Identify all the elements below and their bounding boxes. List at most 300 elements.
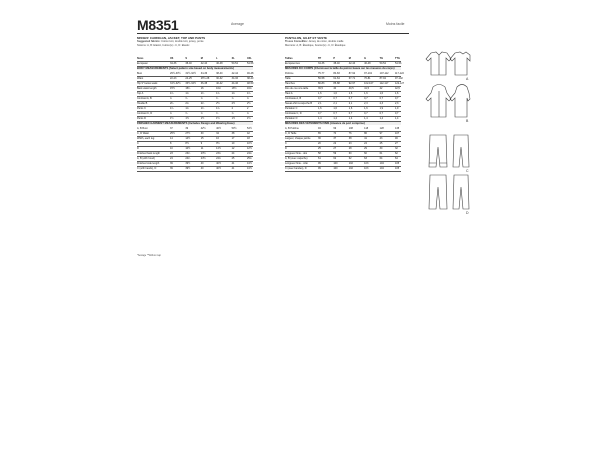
view-a-label: A [466,77,469,81]
table-cell: 37 [333,137,337,140]
row-label: C [285,142,287,145]
table-cell: M [200,57,203,60]
table-cell: 1,6 [394,92,399,95]
table-cell: 70 [333,132,337,135]
row-label: Contraste A, B [285,97,302,100]
table-cell: 41,5 [364,87,370,90]
table-cell: 2¼ [200,102,205,105]
table-cell: XL [231,57,235,60]
table-cell: 20 [318,142,321,145]
row-divider [137,171,253,172]
table-cell: 30 [200,132,204,135]
table-cell: 1,6 [318,92,322,95]
table-cell: 80-83 [318,82,325,85]
table-cell: 103 [364,167,369,170]
french-column [285,37,401,47]
table-cell: 105 [394,167,400,170]
table-cell: 64 [394,157,398,160]
table-cell: ¾ [170,97,173,100]
view-b-drawing [426,85,470,118]
table-cell: 0,7 [379,112,384,115]
row-label: C [137,142,139,145]
table-cell: 1½ [200,117,205,120]
table-cell: ¾ [185,97,188,100]
table-cell: 2,3 [394,102,399,105]
table-cell: 0,7 [333,112,337,115]
table-cell: 23¼ [185,152,191,155]
table-cell: 1¾ [200,92,205,95]
table-cell: 41½ [246,167,252,170]
row-values [318,127,406,130]
table-cell: 0,7 [333,97,337,100]
table-cell: 61-64 [333,77,340,80]
row-values [318,152,406,155]
table-cell: 14 [170,137,173,140]
table-cell: 117-122 [394,72,404,75]
table-cell: 25½ [170,132,175,135]
table-cell: 118 [364,127,369,130]
table-cell: 42-44 [200,62,208,65]
table-cell: 2,1 [333,102,337,105]
view-d-drawing [429,175,469,209]
table-cell: 0,7 [348,97,353,100]
row-label: Dos du cou à la taille [285,87,309,90]
table-cell: 24-25 [185,77,192,80]
row-label: C (avec bandes), D [285,167,307,170]
view-a-drawing [426,52,470,75]
table-cell: 42-44 [348,62,356,65]
row-values [170,162,258,165]
table-cell: 97-102 [364,72,372,75]
header-rule [137,33,409,34]
table-cell: 23 [170,152,173,155]
table-cell: 27 [333,147,337,150]
table-cell: 2,3 [364,102,368,105]
row-label: Longueur finie - dos [285,152,308,155]
table-cell: 1½ [246,117,251,120]
table-cell: 18 [246,137,250,140]
table-cell: 23¾ [216,152,222,155]
table-cell: 1,4 [348,117,353,120]
finished-measurements-heading: MESURES DES VÊTEMENTS FINIS (Aisance de port comprise) [285,122,401,125]
row-values [170,132,258,135]
table-cell: 10½ [185,147,191,150]
table-cell: 75-77 [318,72,325,75]
table-cell: 2½ [216,102,220,105]
table-cell: 22 [333,142,337,145]
row-label: Back waist length [137,87,157,90]
table-cell: 42 [379,87,383,90]
row-label: D [285,147,287,150]
table-cell: ¾ [231,97,234,100]
row-label: Largeur, chaque jambe [285,137,311,140]
table-cell: XS [170,57,174,60]
row-label: A, B Poitrine [285,127,299,130]
table-cell: 1¾ [216,92,220,95]
row-label: Finished back length [137,152,160,155]
table-cell: 24¾ [216,157,222,160]
table-cell: 50-52 [231,62,238,65]
table-cell: 24½ [200,157,206,160]
table-cell: 27½ [185,132,191,135]
table-cell: 38 [348,137,352,140]
row-values [318,112,406,115]
table-cell: 14½ [185,137,191,140]
row-label: Width, each leg [137,137,155,140]
table-cell: 1,6 [379,92,384,95]
table-cell: 38-40 [246,77,254,80]
table-cell: 112-117 [379,82,389,85]
table-cell: 42-44 [231,72,238,75]
table-cell: 56-58 [318,77,325,80]
table-cell: 16¾ [246,87,252,90]
table-cell: 97 [379,132,383,135]
table-cell: TTG [394,57,400,60]
table-cell: 22-23 [170,77,177,80]
table-cell: 1½ [185,117,189,120]
table-cell: 1,9 [394,107,399,110]
table-cell: 1¾ [200,107,205,110]
table-cell: 62 [333,157,337,160]
french-fabrics-label: Tissus Conseillés: [285,40,308,44]
difficulty-label: Average [231,22,244,26]
table-cell: 23½ [200,152,206,155]
table-cell: 42 [246,132,250,135]
row-values [170,157,258,160]
difficulty-label-fr: Moins facile [386,22,405,26]
table-cell: 34-36 [318,62,325,65]
row-label: A, B (with hood) [137,157,155,160]
row-values [318,162,406,165]
table-cell: 8½ [185,142,189,145]
row-values [170,112,258,115]
table-cell: 1¾ [216,107,220,110]
row-values [170,137,258,140]
row-label: Sizes [137,57,144,60]
row-values [318,167,406,170]
table-cell: 92-97 [348,82,356,85]
table-cell: 138 [394,127,400,130]
table-cell: 34-36 [170,62,177,65]
table-cell: 36 [318,137,321,140]
table-cell: 1,6 [364,92,368,95]
row-values [318,157,406,160]
table-cell: 1,4 [318,117,322,120]
table-cell: 107 [394,132,400,135]
table-cell: 103 [364,162,369,165]
table-cell: TP [318,57,322,60]
table-cell: 1,6 [364,107,368,110]
table-cell: 1,4 [364,117,368,120]
row-values [318,92,406,95]
view-c-label: C [466,169,469,173]
row-label: Bust [137,72,143,75]
row-label: Top A [137,92,144,95]
row-values [318,147,406,150]
table-cell: 1¾ [246,92,251,95]
row-values [318,117,406,120]
table-cell: P [333,57,336,60]
table-cell: 1,4 [333,117,337,120]
footnote: *Selvage **Without nap [137,255,161,257]
pattern-envelope-back [137,17,471,434]
row-values [170,82,258,85]
table-cell: 108 [348,127,353,130]
table-cell: 46-48 [364,62,371,65]
table-cell: 40½ [216,167,222,170]
table-cell: 24 [231,152,235,155]
row-values [170,107,258,110]
row-label: Waist [137,77,144,80]
table-cell: 27 [394,142,398,145]
table-cell: 9 [200,142,203,145]
table-cell: 41 [364,137,367,140]
table-cell: 42½ [200,127,206,130]
table-cell: 24 [170,157,173,160]
table-cell: 65 [318,132,321,135]
table-cell: ¾ [170,112,173,115]
table-cell: 29 [364,147,367,150]
table-cell: 1½ [231,117,236,120]
row-values [318,82,406,85]
table-cell: 40½ [216,162,222,165]
table-cell: 1¾ [170,107,174,110]
table-cell: 33½-34½ [185,82,196,85]
table-cell: 34 [216,132,219,135]
row-values [170,77,258,80]
body-measurements-heading: BODY MEASUREMENTS (Select pattern size based on body measurements) [137,67,253,70]
row-label: Longueur finie - côté [285,162,308,165]
row-label: Pantalon D [285,117,298,120]
row-values [170,167,258,170]
row-label: Hip 9" below waist [137,82,158,85]
row-values [318,137,406,140]
row-values [170,147,258,150]
row-label: Hoodie B [137,102,148,105]
table-cell: 39 [170,167,173,170]
table-cell: 10½ [246,142,252,145]
row-values [318,107,406,110]
row-label: Pants C [137,107,146,110]
table-cell: S [185,57,188,60]
row-label: Européennes [285,62,300,65]
table-cell: 43 [379,137,383,140]
table-cell: 10 [231,142,235,145]
table-cell: ¾ [246,97,250,100]
table-cell: 12 [231,147,235,150]
table-cell: G [364,57,367,60]
table-cell: 11½ [216,147,221,150]
row-label: A, B Bust [137,127,148,130]
table-cell: 29½-30½ [170,72,181,75]
table-cell: 1¾ [185,107,189,110]
table-cell: 40 [333,87,337,90]
english-fabrics-label: Suggested fabrics: [137,40,161,44]
table-cell: 99 [318,162,321,165]
table-cell: 87-92 [379,77,386,80]
row-values [170,102,258,105]
table-cell: 2½ [246,102,251,105]
table-cell: 0,7 [394,97,399,100]
table-cell: 105 [394,162,400,165]
row-values [318,142,406,145]
table-cell: 46-48 [246,72,254,75]
table-cell: 1,6 [318,107,322,110]
table-cell: 10 [170,147,173,150]
table-cell: 25¼ [246,157,252,160]
table-cell: 60 [348,152,352,155]
table-cell: 41½ [246,162,252,165]
row-values [318,97,406,100]
table-cell: 50½ [231,127,237,130]
table-cell: 61 [318,157,321,160]
table-cell: 87-92 [348,72,356,75]
table-cell: 76 [348,132,352,135]
table-cell: 2¼ [185,102,189,105]
row-values [170,57,258,60]
row-label: Finished side length [137,162,160,165]
row-label: Pants D [137,117,146,120]
row-label: C, D Waist [137,132,149,135]
table-cell: 102 [348,167,353,170]
table-cell: 86 [364,132,367,135]
table-cell: 16½ [231,87,237,90]
table-cell: 2 [246,107,249,110]
french-title: PANTALON, GILET ET VESTE [285,36,328,40]
table-cell: 1,9 [379,107,384,110]
english-fabrics-text: Cotton knit, double knit, jersey, ponte [161,40,204,44]
row-values [318,87,406,90]
table-cell: 1,6 [333,107,337,110]
table-cell: 80-83 [333,72,340,75]
row-label: C, D Taille [285,132,297,135]
table-cell: 48-50 [246,82,254,85]
table-cell: 9½ [216,142,220,145]
table-cell: 8 [170,142,172,145]
row-values [318,72,406,75]
table-cell: XXL [246,57,252,60]
table-cell: 63 [364,157,367,160]
table-cell: 39 [170,162,173,165]
table-cell: 2,1 [318,102,322,105]
table-cell: 67-71 [348,77,356,80]
table-cell: 26½-28 [200,77,210,80]
table-cell: 31½-32½ [170,82,181,85]
view-c-drawing [429,135,469,167]
row-values [170,92,258,95]
table-cell: 100 [333,167,338,170]
table-cell: 38 [231,132,235,135]
table-cell: 46 [394,137,398,140]
table-cell: 42,5 [394,87,400,90]
french-notions: Mercerie: A, B: Élastique, bouton(s) • C, D: Élastique [285,43,346,47]
table-cell: 41 [231,167,235,170]
row-divider [285,171,401,172]
row-label: Pantalon C [285,107,298,110]
table-cell: 15 [200,137,204,140]
table-cell: 62 [348,157,352,160]
table-cell: 40 [200,162,204,165]
garment-illustrations [420,47,471,217]
view-d-label: D [466,211,469,215]
row-label: European [137,62,148,65]
table-cell: 54-56 [394,62,402,65]
table-cell: 1,4 [394,117,399,120]
table-cell: 1¾ [170,92,174,95]
row-label: Sweat-shirt à capuche B [285,102,313,105]
table-cell: 102-107 [364,82,374,85]
table-cell: 54½ [246,127,252,130]
table-cell: 2,1 [348,102,353,105]
table-cell: ¾ [216,112,219,115]
row-values [170,62,258,65]
table-cell: 0,7 [364,112,368,115]
table-cell: 61 [379,152,383,155]
row-label: Haut A [285,92,293,95]
row-values [170,127,258,130]
row-label: Taille [285,77,291,80]
table-cell: 24¼ [185,157,191,160]
table-cell: 0,7 [394,112,399,115]
row-values [318,57,406,60]
table-cell: 54-56 [246,62,254,65]
table-cell: 102 [348,162,353,165]
table-cell: 2 [231,107,233,110]
table-cell: 24¼ [246,152,252,155]
table-cell: 100 [333,162,338,165]
row-label: Contrast C, D [137,112,153,115]
row-label: C (with bands), D [137,167,157,170]
table-cell: 85-88 [333,82,340,85]
table-cell: 1¾ [231,92,236,95]
table-cell: 15¾ [185,87,191,90]
table-cell: 30-32 [216,77,223,80]
table-cell: 32 [394,147,398,150]
table-cell: 59 [333,152,337,155]
table-cell: 39½ [185,162,191,165]
row-label: Contrast A, B [137,97,152,100]
table-cell: 99 [333,127,337,130]
table-cell: 34-36 [200,72,208,75]
table-cell: 94 [318,127,321,130]
row-values [318,62,406,65]
table-cell: 60 [364,152,367,155]
table-cell: 15½ [170,87,175,90]
english-column [137,37,253,47]
table-cell: 1¾ [185,92,189,95]
table-cell: 122-127 [394,82,405,85]
row-values [318,77,406,80]
table-cell: 1½ [170,117,174,120]
table-cell: 46-48 [216,62,223,65]
table-cell: 24 [364,142,367,145]
table-cell: 23 [348,142,352,145]
table-cell: 31½-32½ [185,72,196,75]
table-cell: 2,3 [379,102,384,105]
table-cell: 76-81 [364,77,371,80]
table-cell: 97-102 [394,77,403,80]
table-cell: 37 [170,127,173,130]
row-label: Contraste C, D [285,112,302,115]
table-cell: 38-40 [185,62,192,65]
table-cell: 46½ [216,127,222,130]
english-title: MISSES' CARDIGAN, JACKET, TOP AND PANTS [137,36,206,40]
table-cell: 25 [379,142,383,145]
table-cell: 50-52 [379,62,386,65]
table-cell: 40 [200,167,204,170]
table-cell: 104 [379,167,384,170]
row-label: Hanches [285,82,295,85]
